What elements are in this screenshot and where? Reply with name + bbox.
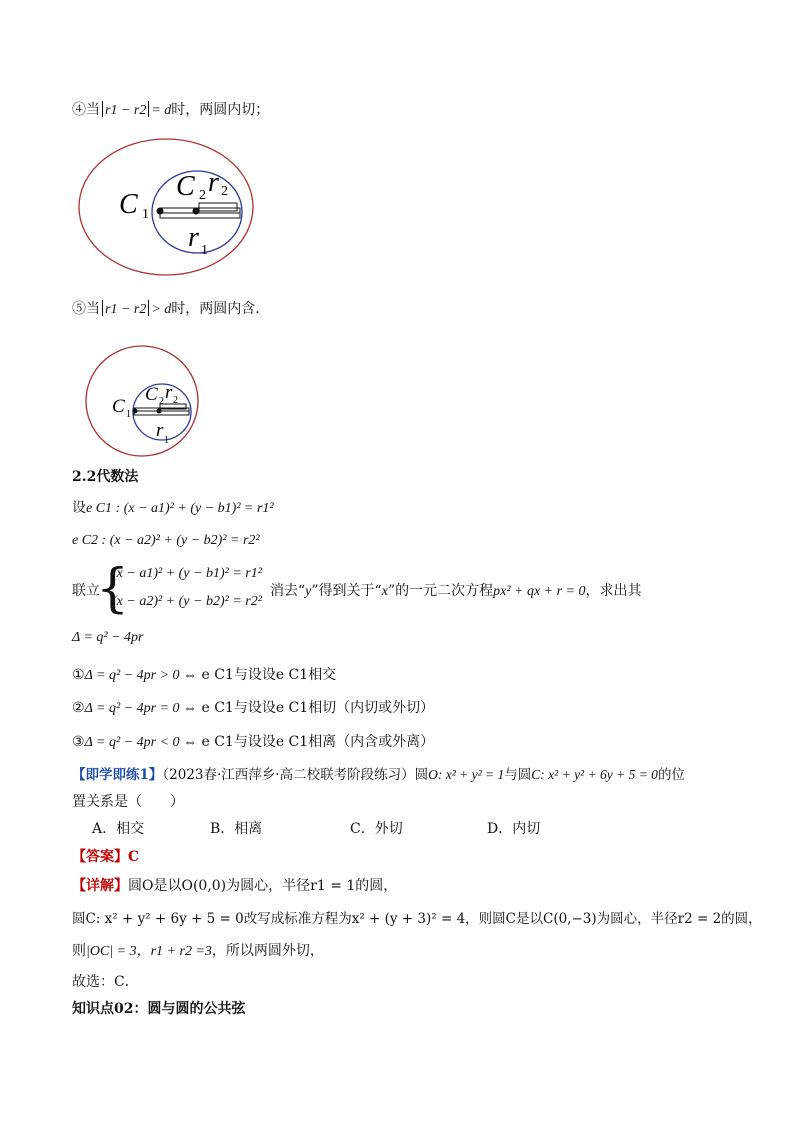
detail-then: 则 <box>72 943 86 959</box>
knowledge-heading: 知识点02：圆与圆的公共弦 <box>72 1001 246 1017</box>
case4-line <box>72 99 269 119</box>
section-heading: 2.2代数法 <box>72 469 139 485</box>
q-eq2: : x² + y² + 6y + 5 = 0 <box>540 767 658 782</box>
q-tail: 的位 <box>657 767 685 783</box>
case-result: 相切（内切或外切） <box>308 700 435 716</box>
detail-oc: |OC| = 3， <box>86 944 151 959</box>
q-a: 圆 <box>414 767 429 783</box>
case5-tail: 时，两圆内含. <box>171 301 260 317</box>
option-d[interactable]: D．内切 <box>487 821 541 837</box>
case4-tail: 时，两圆内切； <box>171 102 270 118</box>
system-row2: (x − a2)² + (y − b2)² = r2² <box>112 594 262 609</box>
small-label-c2-sub: 2 <box>159 396 164 407</box>
case5-line <box>72 298 260 318</box>
system-row1: (x − a1)² + (y − b1)² = r1² <box>112 566 262 581</box>
detail-line1 <box>72 875 397 895</box>
case-expr: Δ = q² − 4pr = 0 ⇔ <box>84 701 198 716</box>
eliminate-text <box>270 580 642 600</box>
small-label-c1-sub: 1 <box>126 409 131 420</box>
answer-line <box>72 846 139 866</box>
case4-expr: r1 − r2 <box>105 103 147 118</box>
about-var: x <box>381 584 388 599</box>
detail-conclusion: ，所以两圆外切， <box>211 943 324 959</box>
case4-rel: = d <box>151 103 172 118</box>
case-row <box>72 664 336 684</box>
set-prefix: 设 <box>72 500 86 516</box>
case-row <box>72 731 434 751</box>
quadratic-eq: px² + qx + r = 0 <box>493 584 586 599</box>
label-r1-sub: 1 <box>201 243 208 258</box>
small-center-c2-dot <box>157 409 162 414</box>
label-r2-sub: 2 <box>221 184 228 199</box>
detail-line3 <box>72 940 324 960</box>
answer-tag: 【答案】 <box>72 849 128 865</box>
center-c2-dot <box>193 208 200 215</box>
detail-sum: r1 + r2 =3 <box>150 944 212 959</box>
q-o: O <box>428 767 438 782</box>
outer-circle-small <box>86 346 198 456</box>
circle1-line <box>72 497 274 517</box>
answer-value: C <box>128 849 140 865</box>
label-c1-sub: 1 <box>142 207 149 222</box>
eliminate-c: ”的一元二次方程 <box>387 583 494 599</box>
practice-question <box>72 763 685 783</box>
case5-rel: > d <box>151 302 172 317</box>
case-expr: Δ = q² − 4pr < 0 ⇔ <box>84 735 198 750</box>
case5-marker: ⑤当 <box>72 301 100 317</box>
case-marker: ① <box>72 667 85 683</box>
system-brace: { <box>96 559 130 619</box>
label-c1: C <box>119 189 138 220</box>
q-c: C <box>531 767 541 782</box>
label-r2: r <box>208 167 219 198</box>
center-c1-dot <box>157 208 164 215</box>
case-mid: e C1与设设e C1 <box>201 734 309 750</box>
case-mid: e C1与设设e C1 <box>201 667 309 683</box>
option-a[interactable]: A．相交 <box>92 821 145 837</box>
eliminate-a: 消去“ <box>270 583 306 599</box>
small-label-r1: r <box>156 420 164 441</box>
practice-source: （2023春·江西萍乡·高二校联考阶段练习） <box>162 767 415 783</box>
case-expr: Δ = q² − 4pr > 0 ⇔ <box>84 668 198 683</box>
detail-line2: 圆C: x² + y² + 6y + 5 = 0改写成标准方程为x² + (y + 3)² = 4，则圆C是以C(0,−3)为圆心，半径r2 = 2的圆， <box>72 911 762 927</box>
circle1-eq: e C1 : (x − a1)² + (y − b1)² = r1² <box>86 501 274 516</box>
contained-figure <box>82 322 206 462</box>
small-label-r1-sub: 1 <box>164 435 169 446</box>
option-c[interactable]: C．外切 <box>350 821 403 837</box>
small-label-r2: r <box>165 382 173 403</box>
system-prefix: 联立 <box>72 583 100 599</box>
outer-circle <box>79 139 253 275</box>
eliminate-var: y <box>305 584 312 599</box>
case-result: 相交 <box>308 667 337 683</box>
circle2-eq: e C2 : (x − a2)² + (y − b2)² = r2² <box>72 533 260 548</box>
case-row <box>72 697 434 717</box>
eliminate-d: ，求出其 <box>585 583 642 599</box>
case-marker: ② <box>72 700 85 716</box>
detail-tag: 【详解】 <box>72 878 128 894</box>
internal-tangent-figure <box>75 135 260 280</box>
small-label-c1: C <box>112 396 125 417</box>
case-result: 相离（内含或外离） <box>308 734 435 750</box>
eliminate-b: ”得到关于“ <box>311 583 382 599</box>
label-c2-sub: 2 <box>199 188 206 203</box>
discriminant: Δ = q² − 4pr <box>72 630 144 645</box>
detail-line4: 故选：C． <box>72 974 139 990</box>
label-c2: C <box>176 171 195 202</box>
option-b[interactable]: B．相离 <box>210 821 263 837</box>
case-marker: ③ <box>72 734 85 750</box>
circle2-line <box>72 532 260 549</box>
case-mid: e C1与设设e C1 <box>201 700 309 716</box>
practice-tag: 【即学即练1】 <box>72 767 163 783</box>
small-label-c2: C <box>145 384 158 405</box>
label-r1: r <box>188 222 199 253</box>
practice-line2: 置关系是（ ） <box>72 794 184 810</box>
small-label-r2-sub: 2 <box>173 395 178 406</box>
q-b: 与圆 <box>504 767 532 783</box>
case4-marker: ④当 <box>72 102 100 118</box>
case5-expr: r1 − r2 <box>105 302 147 317</box>
detail-text1: 圆O是以O(0,0)为圆心，半径r1 = 1的圆， <box>128 878 398 894</box>
small-center-c1-dot <box>133 409 138 414</box>
q-eq1: : x² + y² = 1 <box>437 767 505 782</box>
